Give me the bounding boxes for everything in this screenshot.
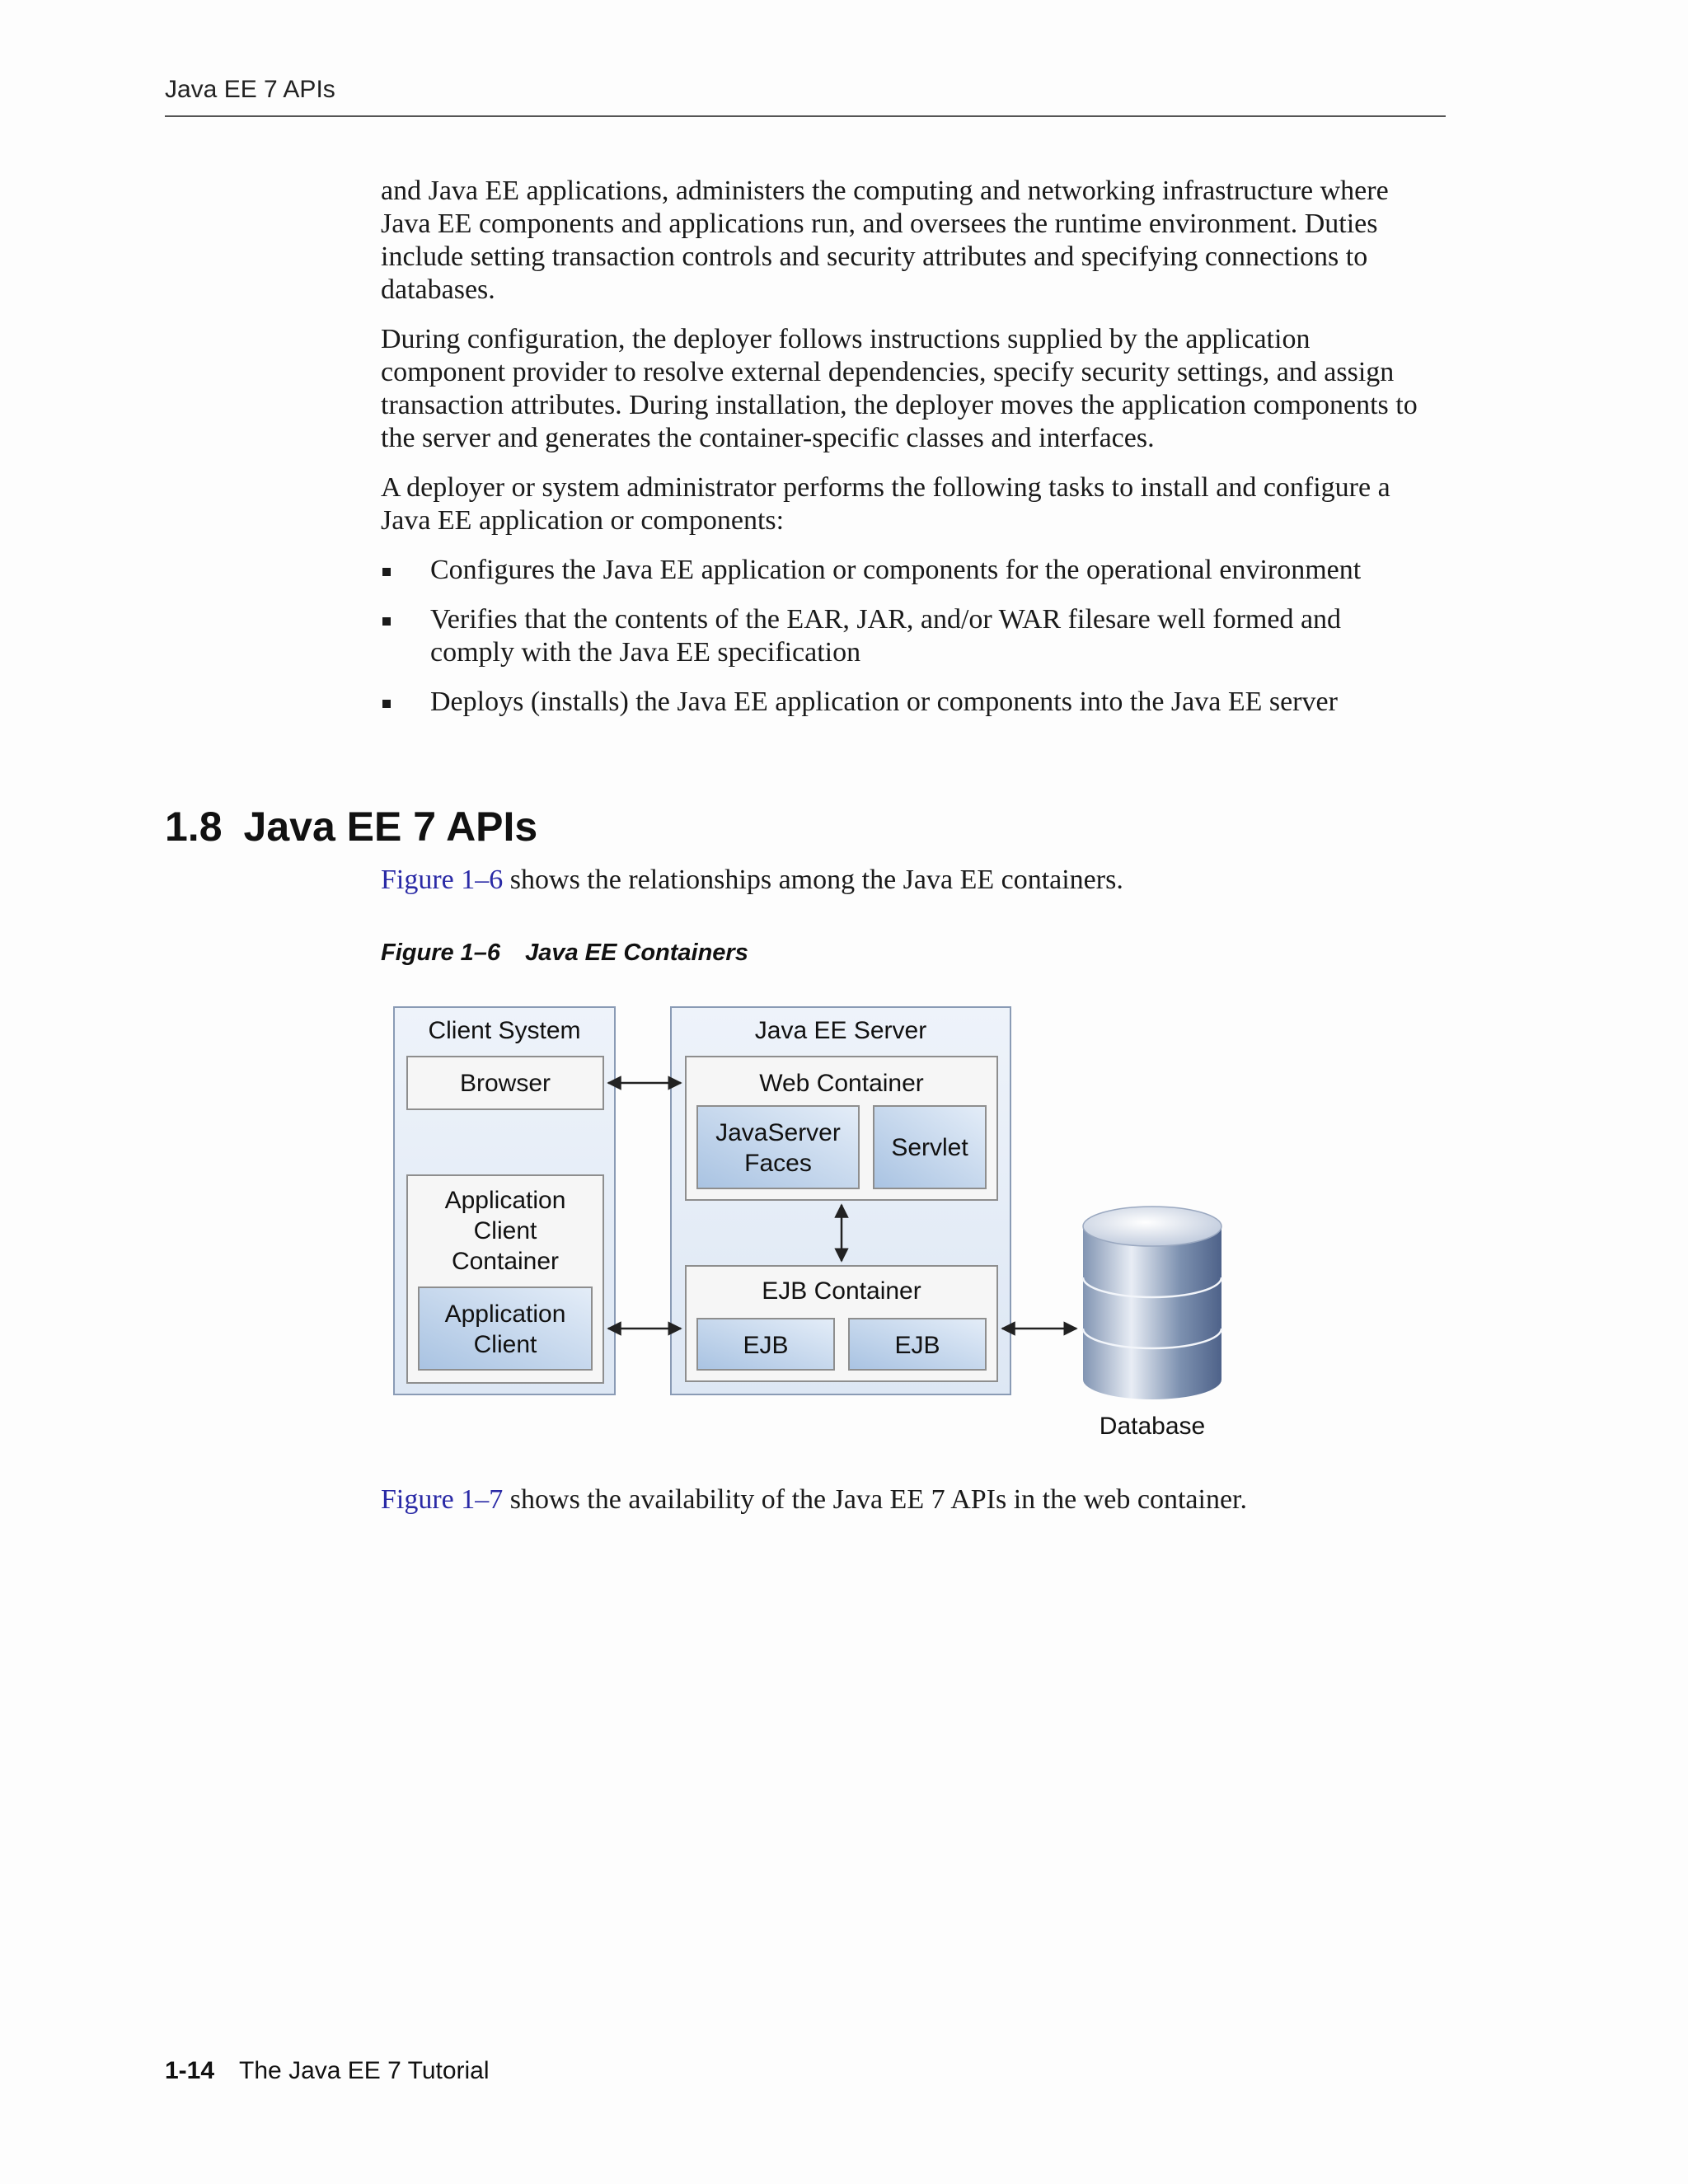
bullet-item <box>381 603 1421 669</box>
body-paragraph-2 <box>381 323 1421 455</box>
header-rule <box>165 115 1446 117</box>
bullet-square-icon <box>382 568 391 576</box>
java-ee-server-label: Java EE Server <box>754 1017 927 1044</box>
app-client-label-line-2: Client <box>473 1331 537 1358</box>
paragraph-text: and Java EE applications, administers the computing and networking infrastructure where Java EE components and applications run, and oversees the runtime environment. Duties include setting transaction controls and security attributes and specifying connections to databases. <box>381 176 1389 305</box>
section-number: 1.8 <box>165 804 223 850</box>
app-client-container-label-line-3: Container <box>451 1248 560 1275</box>
bullet-square-icon <box>382 617 391 626</box>
book-title: The Java EE 7 Tutorial <box>239 2057 490 2084</box>
figure-1-7-link[interactable]: Figure 1–7 <box>381 1484 504 1515</box>
ejb-box-2 <box>849 1319 986 1370</box>
section-heading <box>165 803 537 851</box>
app-client-container-label-line-1: Application <box>444 1187 566 1214</box>
paragraph-text: During configuration, the deployer follows instructions supplied by the application component provider to resolve external dependencies, specify security settings, and assign transaction attributes. During installation, the deployer moves the application components to the server and generates the container-specific classes and interfaces. <box>381 324 1418 453</box>
app-client-container-label-line-2: Client <box>473 1217 537 1244</box>
servlet-label: Servlet <box>891 1134 968 1161</box>
bullet-item <box>381 686 1421 719</box>
section-title: Java EE 7 APIs <box>243 804 538 850</box>
figure-reference-2 <box>381 1483 1247 1516</box>
database-label: Database <box>1099 1413 1206 1440</box>
reference-text: shows the relationships among the Java EE containers. <box>503 865 1123 895</box>
page-footer <box>165 2057 490 2085</box>
client-system-label: Client System <box>428 1017 581 1044</box>
ejb-2-label: EJB <box>894 1332 940 1359</box>
body-paragraph-1 <box>381 175 1421 307</box>
figure-number: Figure 1–6 <box>381 940 501 966</box>
running-head: Java EE 7 APIs <box>165 76 335 103</box>
paragraph-text: A deployer or system administrator performs the following tasks to install and configure a Java EE application or components: <box>381 472 1390 536</box>
task-bullet-list <box>381 554 1421 735</box>
ejb-box-1 <box>697 1319 834 1370</box>
servlet-box <box>874 1106 986 1188</box>
browser-box <box>407 1057 603 1109</box>
figure-title: Java EE Containers <box>525 940 748 966</box>
javaserver-faces-label-line-1: JavaServer <box>715 1119 841 1146</box>
bullet-text: Verifies that the contents of the EAR, JAR, and/or WAR filesare well formed and comply with the Java EE specification <box>430 604 1342 668</box>
bullet-text: Deploys (installs) the Java EE application or components into the Java EE server <box>430 687 1338 717</box>
page-number: 1-14 <box>165 2057 215 2084</box>
figure-reference-1 <box>381 864 1123 897</box>
reference-text: shows the availability of the Java EE 7 APIs in the web container. <box>503 1484 1247 1515</box>
bullet-item <box>381 554 1421 587</box>
java-ee-containers-diagram <box>381 997 1337 1459</box>
browser-label: Browser <box>459 1070 551 1097</box>
body-paragraph-3 <box>381 471 1421 537</box>
bullet-square-icon <box>382 700 391 708</box>
javaserver-faces-label-line-2: Faces <box>744 1150 812 1177</box>
app-client-label-line-1: Application <box>444 1301 566 1328</box>
bullet-text: Configures the Java EE application or components for the operational environment <box>430 555 1362 585</box>
ejb-1-label: EJB <box>743 1332 789 1359</box>
figure-1-6-link[interactable]: Figure 1–6 <box>381 865 504 895</box>
figure-caption <box>381 940 748 967</box>
application-client-box <box>419 1287 592 1370</box>
database-icon <box>1083 1207 1221 1399</box>
web-container-label: Web Container <box>759 1070 924 1097</box>
javaserver-faces-box <box>697 1106 859 1188</box>
ejb-container-label: EJB Container <box>762 1277 921 1305</box>
